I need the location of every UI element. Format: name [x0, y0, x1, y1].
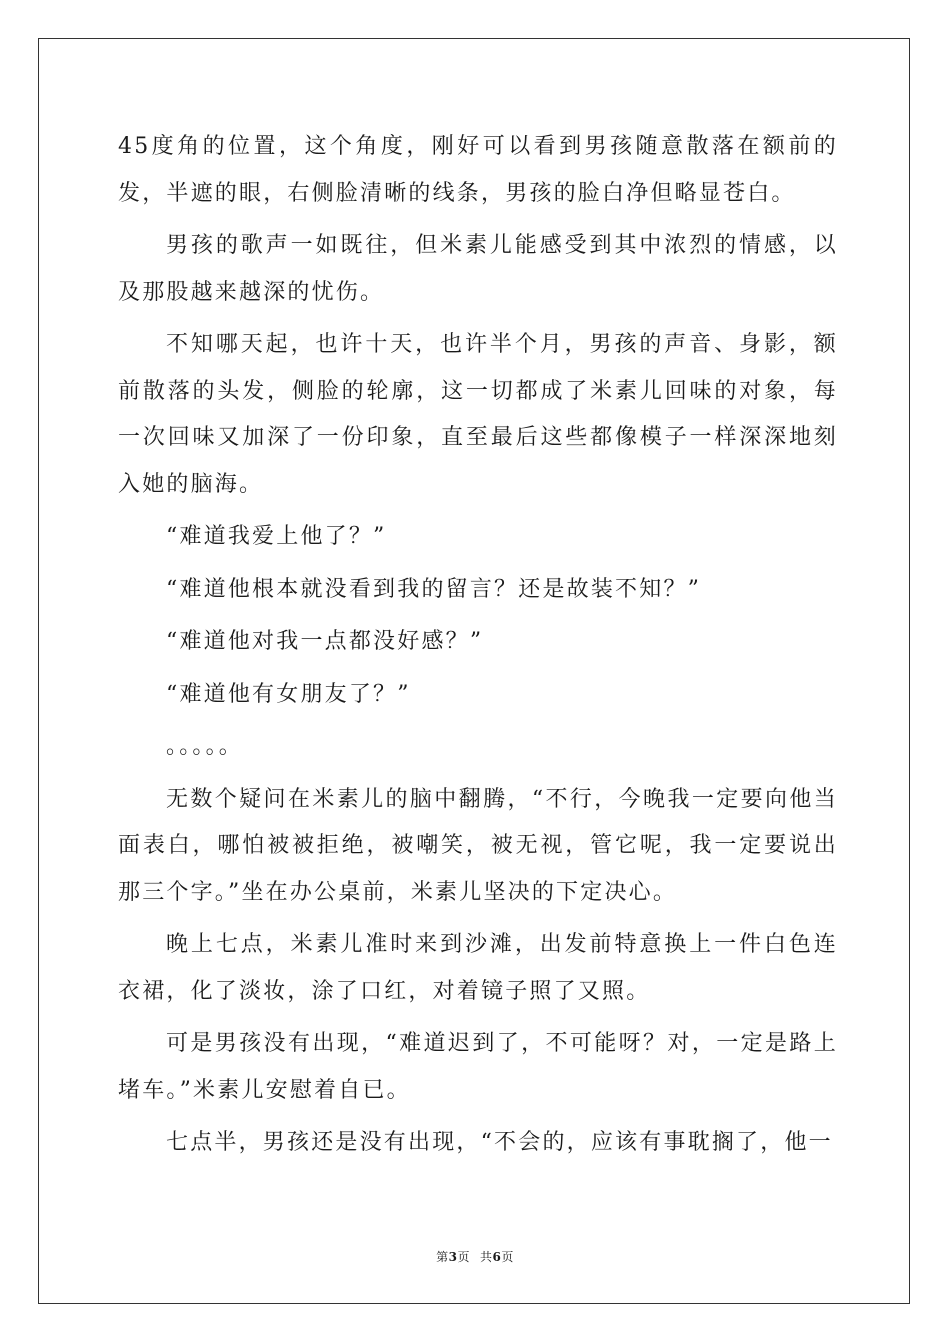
- paragraph: 。。。。。: [166, 734, 244, 759]
- paragraph: 45度角的位置，这个角度，刚好可以看到男孩随意散落在额前的发，半遮的眼，右侧脸清晰的线条，男孩的脸白净但略显苍白。: [118, 134, 838, 206]
- paragraph: 不知哪天起，也许十天，也许半个月，男孩的声音、身影，额前散落的头发，侧脸的轮廓，这一切都成了米素儿回味的对象，每一次回味又加深了一份印象，直至最后这些都像模子一样深深地刻入她的脑海。: [118, 332, 838, 497]
- paragraph: “难道他对我一点都没好感？”: [166, 629, 484, 654]
- paragraph: “难道我爱上他了？”: [166, 524, 387, 549]
- paragraph: 晚上七点，米素儿准时来到沙滩，出发前特意换上一件白色连衣裙，化了淡妆，涂了口红，对着镜子照了又照。: [118, 932, 838, 1004]
- paragraph: “难道他有女朋友了？”: [166, 681, 411, 707]
- paragraph: 男孩的歌声一如既往，但米素儿能感受到其中浓烈的情感，以及那股越来越深的忧伤。: [118, 233, 838, 305]
- paragraph: 七点半，男孩还是没有出现，“不会的，应该有事耽搁了，他一: [166, 1130, 833, 1155]
- current-page-number: 3: [448, 1250, 458, 1264]
- document-body: [118, 124, 838, 1173]
- total-page-number: 6: [492, 1250, 502, 1264]
- page-suffix: 页: [457, 1250, 470, 1264]
- page-prefix: 第: [436, 1250, 449, 1264]
- total-prefix: 共: [480, 1250, 493, 1264]
- total-suffix: 页: [501, 1250, 514, 1264]
- paragraph: 可是男孩没有出现，“难道迟到了，不可能呀？对，一定是路上堵车。”米素儿安慰着自已。: [118, 1031, 838, 1103]
- paragraph: “难道他根本就没看到我的留言？还是故装不知？”: [166, 576, 702, 602]
- paragraph: 无数个疑问在米素儿的脑中翻腾，“不行，今晚我一定要向他当面表白，哪怕被被拒绝，被嘲笑，被无视，管它呢，我一定要说出那三个字。”坐在办公桌前，米素儿坚决的下定决心。: [118, 786, 838, 905]
- page-footer: [0, 1248, 950, 1265]
